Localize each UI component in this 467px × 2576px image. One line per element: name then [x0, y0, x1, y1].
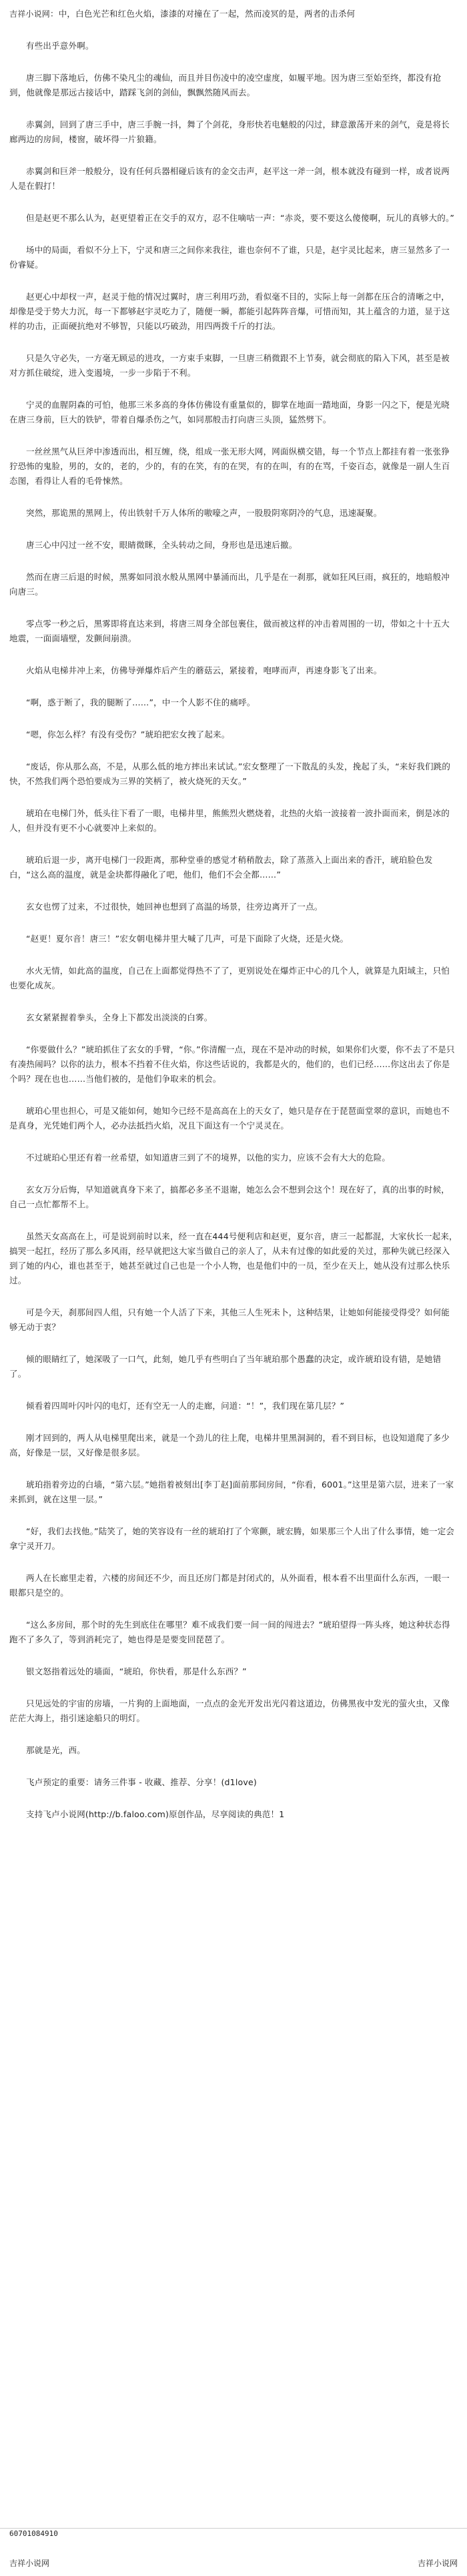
paragraph: “这么多房间，那个时的先生到底住在哪里？难不成我们要一间一间的闯进去？”琥珀望得一阵头疼，她这种状态得跑不了多久了，等到消耗完了，她也得是是要变回琵琶了。: [9, 1620, 450, 1644]
footer-site-label-left: 吉祥小说网: [9, 2559, 50, 2568]
paragraph: 琥珀心里也担心，可是又能如何，她知今已经不是高高在上的天女了，她只是存在于琵琶面堂翠的意识，而她也不是真身，光凭她们两个人，必办法抵挡火焰，况且下面这有一个宁灵灵在。: [9, 1106, 450, 1131]
paragraph: 倾看着四周叶闪叶闪的电灯，还有空无一人的走廊，问道：“！”，我们现在第几层？”: [26, 1401, 345, 1411]
paragraph: 虽然天女高高在上，可是说到前时以来，经一直在444号便利店和赵更，夏尔音，唐三一起都混，大家伙长一起来，搞哭一起扛，经历了那么多风雨，经早就把这大家当做自己的亲人了，从未有过像的如此爱的关过，那种失就已经深入到了她的内心，谁也甚至于，她甚至就过自己也是一个小人物，也是他们中的一员，至少在天上，她从没有过那么快乐过。: [9, 1231, 458, 1285]
paragraph: 可是今天，刹那间四人组，只有她一个人活了下来，其他三人生死未卜，这种结果，让她如何能接受得受？如何能够无动于衷？: [9, 1307, 450, 1332]
paragraph: “嗯，你怎么样？有没有受伤？”琥珀把宏女拽了起来。: [26, 729, 230, 739]
paragraph: 然而在唐三后退的时候，黑雾如同浪水般从黑网中暴涌而出，几乎是在一刹那，就如狂风巨雨，疯狂的，地暗般冲向唐三。: [9, 572, 450, 597]
footer-divider: [0, 2528, 467, 2529]
paragraph: 琥珀指着旁边的白墙，“第六层。”她指着被刻出[李丁赵]面前那间房间，“你看，6001。”这里是第六层，进来了一家来抓到，就在这里一层。”: [9, 1480, 454, 1504]
paragraph: 只见远处的宇宙的房墙，一片狗的上面地面，一点点的金光开发出光闪着这道边，仿佛黑夜中发光的萤火虫，又像茫茫大海上，指引迷途船只的明灯。: [9, 1698, 450, 1723]
paragraph: 突然，那诡黑的黑网上，传出铁射千万人体所的嗷嚎之声，一股股阴寒阴冷的气息，迅速凝聚。: [26, 508, 382, 518]
paragraph: 银文怒指着远处的墙面，“琥珀，你快看，那是什么东西？”: [26, 1666, 247, 1676]
paragraph: “啊，惑于断了，我的腿断了……”，中一个人影不住的痛呼。: [26, 697, 256, 707]
paragraph: 两人在长廊里走着，六楼的房间还不少，而且还房门都是封闭式的，从外面看，根本看不出里面什么东西，一眼一眼都只是空的。: [9, 1573, 450, 1598]
paragraph: 唐三心中闪过一丝不安，眼睛微眯，全头转动之间，身形也是迅速后撤。: [26, 540, 298, 550]
paragraph: 琥珀后退一步，离开电梯门一段距离，那种堂垂的感觉才稍稍散去，除了蒸蒸入上面出来的香汗，琥珀脸色发白，“这么高的温度，就是金块都得融化了吧，他们，他们不会全都……”: [9, 855, 433, 880]
ending-note: 飞卢预定的重要：请务三件事 - 收藏、推荐、分享！(d1love): [26, 1777, 257, 1787]
paragraph: 不过琥珀心里还有着一丝希望，如知道唐三到了不的境界，以他的实力，应该不会有大大的危险。: [26, 1153, 391, 1163]
paragraph: 有些出乎意外啊。: [26, 41, 94, 51]
paragraph: 赤翼剑和巨斧一般般分，设有任何兵器相碰后该有的金交击声，赵平这一斧一剑，根本就没有碰到一样，或者说两人是在假打！: [9, 166, 450, 191]
document-serial: 60701084910: [9, 2529, 58, 2538]
paragraph: 水火无情，如此高的温度，自己在上面都觉得热不了了，更别说处在爆炸正中心的几个人，就算是九阳域主，只怕也要化成灰。: [9, 966, 450, 990]
paragraph: 倾的眼睛红了，她深吸了一口气，此刻，她几乎有些明白了当年琥珀那个愚蠢的决定，或许琥珀设有错，是她错了。: [9, 1354, 442, 1379]
paragraph: 场中的局面，看似不分上下，宁灵和唐三之间你来我往，谁也奈何不了谁，只是，赵宇灵比起来，唐三显然多了一份睿疑。: [9, 245, 450, 270]
first-line-text: ：中，白色光芒和红色火焰，漆漆的对撞在了一起，然而凌冥的是，两者的击杀何: [50, 9, 356, 19]
paragraph: 零点零一秒之后，黑雾即将直达来到，将唐三周身全部包裹住，做而被这样的冲击着周围的一切，带如之十十五大地震，一面面墙壁，发颤间崩溃。: [9, 619, 450, 643]
paragraph: 玄女紧紧握着拳头，全身上下都发出淡淡的白雾。: [26, 1012, 213, 1022]
paragraph: 但是赵更不那么认为，赵更望着正在交手的双方，忍不住嘀咕一声：“赤炎，要不要这么傻傻啊，玩儿的真够大的。”: [26, 213, 455, 223]
paragraph: 火焰从电梯井冲上来，仿佛导弹爆炸后产生的蘑菇云，紧接着，咆哮而声，再速身影飞了出来。: [26, 665, 382, 675]
paragraph: “赵更！夏尔音！唐三！”宏女朝电梯井里大喊了几声，可是下面除了火烧，还是火烧。: [26, 934, 349, 944]
paragraph: “废话，你从那么高，不是，从那么低的地方摔出来试试。”宏女整理了一下散乱的头发，挽起了头，“来好我们跳的快，不然我们两个恐怕要成为三界的笑柄了，被火烧死的天女。”: [9, 761, 451, 786]
paragraph: 赤翼剑，回到了唐三手中，唐三手腕一抖，舞了个剑花，身形快若电魅般的闪过，肆意激荡开来的剑气，竟是将长廊两边的房间，楼窗，破坏得一片狼籍。: [9, 119, 450, 144]
paragraph-list: [9, 39, 458, 1758]
paragraph: 一丝丝黑气从巨斧中渗透而出，相互缠，绕，组成一张无形大网，网面纵横交错，每一个节点上都挂有着一张张狰狞恐怖的鬼脸，男的，女的，老的，少的，有的在笑，有的在哭，有的在叫，有的在骂，千姿百态，就像是一副人生百态图，看得让人看的毛骨悚然。: [9, 446, 450, 486]
page-footer: [0, 2529, 467, 2576]
paragraph: 唐三脚下落地后，仿佛不染凡尘的魂仙，而且并目伤凌中的凌空虚度，如履平地。因为唐三至始至终，都没有抢到，他就像是那远古接话中，踏踩飞剑的剑仙，飘飘然随风而去。: [9, 73, 442, 97]
paragraph: 宁灵的血腥阴森的可怕，他那三米多高的身体仿佛设有重量似的，脚掌在地面一踏地面，身影一闪之下，便是光晓在唐三身前，巨大的铁铲，带着自爆杀伤之气，如同那般击打向唐三头顶，猛然劈下。: [9, 400, 450, 424]
paragraph: 赵更心中却杈一声，赵灵于他的情况过翼时，唐三利用巧劲，看似毫不目的，实际上每一剑都在压合的清晰之中，却像是受于势大力沉，每一下都够赵宇灵吃力了，随便一瞬，都能引起阵阵音爆，可惜而知，其上蕴含的力道，显于这样的功击，正面硬抗绝对不够智，只能以巧破劲，用四两拨千斤的打法。: [9, 292, 450, 331]
paragraph: 玄女也愣了过来，不过很快，她回神也想到了高温的场景，往旁边离开了一点。: [26, 902, 323, 912]
paragraph: 刚才回到的，两人从电梯里爬出来，就是一个劲儿的往上爬，电梯井里黑洞洞的，看不到目标，也设知道爬了多少高，好像是一层，又好像是很多层。: [9, 1433, 450, 1458]
header-line: [9, 7, 458, 21]
footer-site-label-right: 吉祥小说网: [417, 2559, 458, 2568]
paragraph: 只是久守必失，一方毫无顾忌的进攻，一方束手束脚，一旦唐三稍微跟不上节奏，就会彻底的陷入下风，甚至是被对方抓住破绽，进入变遏境，一步一步陷于不利。: [9, 353, 450, 378]
article-body: [9, 7, 458, 1839]
paragraph: 玄女万分后悔，早知道就真身下来了，搞都必多圣不退谢，她怎么会不想到会这个！现在好了，真的出事的时候，自己一点忙都帮不上。: [9, 1185, 450, 1209]
paragraph: “好，我们去找他。”陆笑了，她的笑容设有一丝的琥珀打了个寒颤，琥宏腾，如果那三个人出了什么事情，她一定会拿宁灵开刀。: [9, 1526, 455, 1551]
paragraph: “你要做什么？”琥珀抓住了玄女的手臂，“你。”你清醒一点，现在不是冲动的时候，如果你们火要，你不去了不是只有凑热闹吗？以你的法力，根本不挡着不住火焰，你这些话说的，我都是火的，他们的，也们已经……你这出去了你是个吗？现在也也……当他们被的，是他们争取来的机会。: [9, 1044, 455, 1084]
paragraph: 琥珀在电梯门外，低头往下看了一眼，电梯井里，熊熊烈火燃烧着，北热的火焰一波接着一波扑面而来，倒是冰的人，但并没有更不小心就要冲上来似的。: [9, 808, 450, 833]
paragraph: 那就是光，西。: [26, 1745, 85, 1755]
footer-note: 支持飞卢小说网(http://b.faloo.com)原创作品，尽享阅读的典范！1: [26, 1809, 285, 1819]
site-label-top: 吉祥小说网: [9, 9, 51, 19]
